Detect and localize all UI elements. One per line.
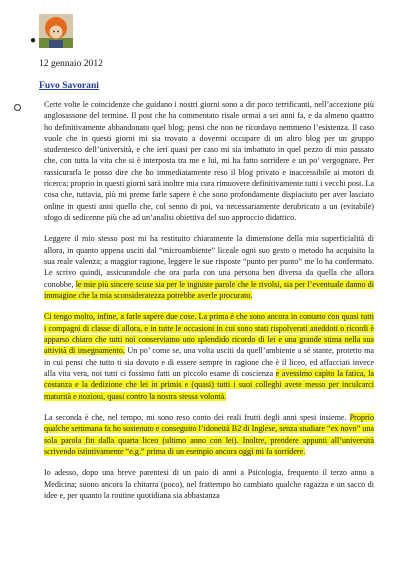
comment-paragraph <box>44 467 374 501</box>
circle-bullet-icon <box>14 104 21 111</box>
comment-paragraph <box>44 233 374 301</box>
highlighted-text: Proprio qualche settimana fa ho sostenuto e conseguito l’idoneità B2 di Inglese, senza studiare “ex novo” una sola parola fin dalla quarta liceo (ultimo anno con lei). Inoltre, prendere appunti all’università scrivendo istintivamente “e.g.” prima di un esempio ancora oggi mi fa sorridere. <box>44 412 374 456</box>
user-avatar-icon[interactable] <box>39 14 73 48</box>
text-run: Un po’ come se, una volta usciti da quell’ambiente a sé stante, protetto ma in cui pensi che tutto ti sia dovuto e di essere sempre in ragione che è il liceo, ed affacciati invece alla vita vera, noi tutti ci fossimo fatti un piccolo esame di coscienza <box>44 346 374 378</box>
comment-author-link[interactable]: Fuvo Savorani <box>39 80 99 91</box>
disc-bullet-icon: ● <box>30 35 37 46</box>
comment-paragraph <box>44 99 374 223</box>
text-run: Io adesso, dopo una breve parentesi di un paio di anni a Psicologia, frequento il terzo anno a Medicina; suono ancora la chitarra (poco), nel frattempo ho cambiato qualche ragazza e un sacco di idee e, per quanto la routine quotidiana sia abbastanza <box>44 468 374 500</box>
text-run: Certe volte le coincidenze che guidano i nostri giorni sono a dir poco terrificanti, nell’accezione più anglosassone del termine. Il post che ha commentato risale ormai a sei anni fa, e da almeno quattro ho definitivamente abbandonato quel blog; pensi che non ne ricordavo nemmeno l’esistenza. Il caso vuole che in questi giorni mi sia trovato a dovermi occupare di un altro blog per un gruppo studentesco dell’università, e che ieri quasi per caso mi sia imbattuto in quel pezzo di mio passato che, con tutta la vita che si è interposta tra me e lui, mi ha fatto sorridere e un po’ vergognare. Per rassicurarla le posso dire che ho immediatamente reso il blog privato e inaccessibile ai motori di ricerca; proprio in questi giorni sarà inoltre mia cura rimuovere definitivamente tutti i vecchi post. La cosa che, tuttavia, più mi preme farle sapere è che sono profondamente dispiaciuto per aver lasciato online in questi anni quello che, col senno di poi, va necessariamente derubricato a un (evitabile) sfogo di sedicenne più che ad un’analisi obiettiva del suo approccio didattico. <box>44 100 374 222</box>
comment-paragraph <box>44 412 374 457</box>
highlighted-text: e avessimo capito la fatica, la costanza e la dedizione che lei in primis e (quasi) tutti i suoi colleghi avete messo per inculcarci maturità e nozioni, quasi contro la nostra stessa volontà. <box>44 368 374 401</box>
comment-date: 12 gennaio 2012 <box>39 58 103 69</box>
highlighted-text: le mie più sincere scuse sia per le ingiuste parole che le rivolsi, sia per l’eventuale danno di immagine che la mia sconsideratezza potrebbe averle procurato. <box>44 279 374 300</box>
highlighted-text: Ci tengo molto, infine, a farle sapere due cose. La prima è che sono ancora in contatto con quasi tutti i compagni di classe di allora, e in tutte le occasioni in cui sono stati rispolverati aneddoti o ricordi è apparso chiaro che tutti noi conserviamo uno splendido ricordo di lei e una grande stima nella sua attività di insegnamento. <box>44 312 374 356</box>
text-run: Leggere il mio stesso post mi ha restituito chiaramente la dimensione della mia superficialità di allora, in quanto appena usciti dal “microambiente” liceale ogni suo gesto o metodo ha acquisito la sua reale valenza; a maggior ragione, leggere le sue risposte “punto per punto” me lo ha confermato. Le scrivo quindi, assicurandole che ora parla con una persona ben diversa da quella che allora conobbe, <box>44 234 374 289</box>
comment-paragraph <box>44 311 374 401</box>
text-run: La seconda è che, nel tempo, mi sono reso conto dei reali frutti degli anni spesi insieme. <box>44 412 350 422</box>
comment-body <box>44 99 374 501</box>
